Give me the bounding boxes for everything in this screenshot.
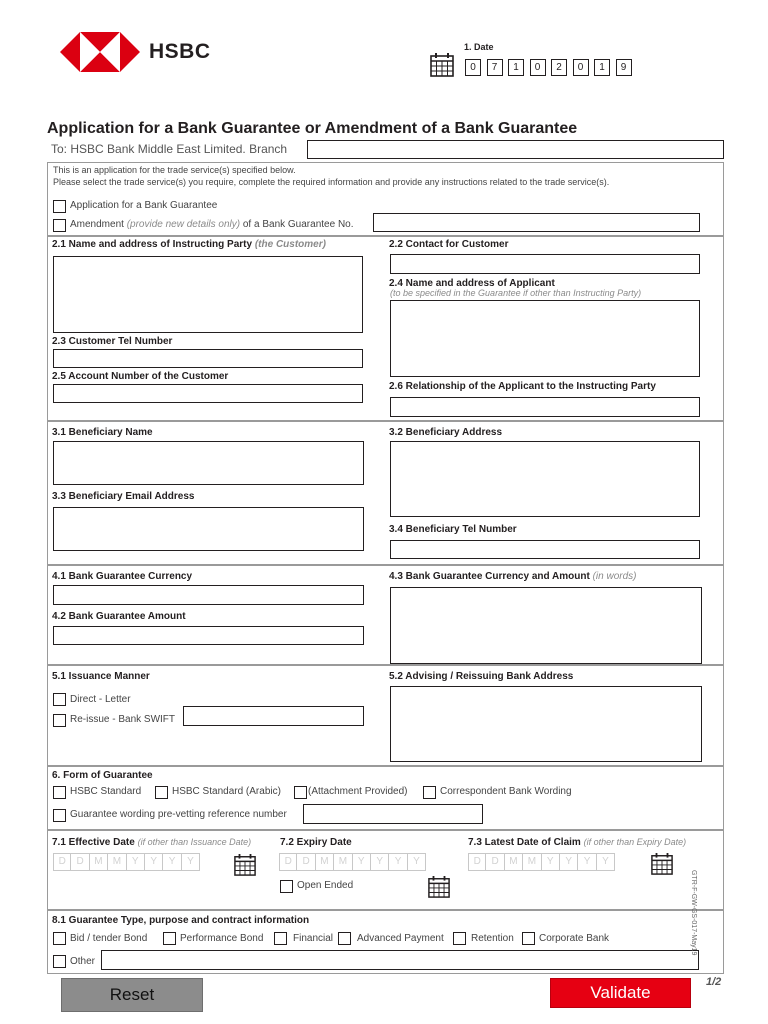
date-placeholder-cell: Y [597, 853, 615, 871]
label-2-3: 2.3 Customer Tel Number [52, 336, 173, 347]
instructing-party-input[interactable] [53, 256, 363, 333]
hsbc-standard-arabic-checkbox[interactable] [155, 786, 168, 799]
validate-button[interactable]: Validate [550, 978, 691, 1008]
guarantee-number-input[interactable] [373, 213, 700, 232]
open-ended-checkbox[interactable] [280, 880, 293, 893]
guarantee-type-checkbox[interactable] [163, 932, 176, 945]
label-7-1-text: 7.1 Effective Date [52, 837, 135, 848]
label-7-3 [468, 837, 686, 848]
label-3-1: 3.1 Beneficiary Name [52, 427, 153, 438]
date-placeholder-cell: Y [145, 853, 163, 871]
date-placeholder-cell: Y [408, 853, 426, 871]
guarantee-type-label: Corporate Bank [539, 933, 610, 944]
date-placeholder-cell: Y [353, 853, 371, 871]
other-label: Other [70, 956, 96, 967]
date-placeholder-cell: M [316, 853, 334, 871]
relationship-input[interactable] [390, 397, 700, 417]
other-input[interactable] [101, 950, 699, 970]
page-number: 1/2 [706, 976, 722, 988]
label-2-2: 2.2 Contact for Customer [389, 239, 509, 250]
date-placeholder-cell: Y [163, 853, 181, 871]
date-digit-cell[interactable]: 1 [594, 59, 610, 76]
amount-input[interactable] [53, 626, 364, 645]
label-7-3-text: 7.3 Latest Date of Claim [468, 837, 581, 848]
advising-bank-input[interactable] [390, 686, 702, 762]
date-placeholder-cell: M [108, 853, 126, 871]
reissue-swift-checkbox[interactable] [53, 714, 66, 727]
effective-date-input[interactable] [53, 853, 200, 871]
label-2-4-hint: (to be specified in the Guarantee if other than Instructing Party) [390, 288, 642, 298]
date-digit-cell[interactable]: 1 [508, 59, 524, 76]
hsbc-standard-label: HSBC Standard [70, 786, 142, 797]
date-digit-cell[interactable]: 0 [530, 59, 546, 76]
label-5-2: 5.2 Advising / Reissuing Bank Address [389, 671, 574, 682]
hsbc-standard-checkbox[interactable] [53, 786, 66, 799]
direct-letter-label: Direct - Letter [70, 694, 131, 705]
amount-words-input[interactable] [390, 587, 702, 664]
date-digit-cell[interactable]: 2 [551, 59, 567, 76]
date-placeholder-cell: D [71, 853, 89, 871]
calendar-icon[interactable] [430, 53, 454, 77]
label-2-6: 2.6 Relationship of the Applicant to the Instructing Party [389, 381, 656, 392]
other-checkbox[interactable] [53, 955, 66, 968]
account-number-input[interactable] [53, 384, 363, 403]
currency-input[interactable] [53, 585, 364, 605]
form-code: GTR-F-GW-GS-017-May19 [690, 870, 697, 956]
label-7-2: 7.2 Expiry Date [280, 837, 352, 848]
application-checkbox[interactable] [53, 200, 66, 213]
amendment-text: Amendment [70, 219, 124, 230]
date-placeholder-cell: D [53, 853, 71, 871]
claim-date-input[interactable] [468, 853, 615, 871]
date-placeholder-cell: D [486, 853, 504, 871]
label-4-2: 4.2 Bank Guarantee Amount [52, 611, 186, 622]
guarantee-type-checkbox[interactable] [522, 932, 535, 945]
swift-input[interactable] [183, 706, 364, 726]
date-placeholder-cell: M [90, 853, 108, 871]
date-digit-cell[interactable]: 7 [487, 59, 503, 76]
calendar-icon[interactable] [650, 853, 674, 875]
amendment-checkbox[interactable] [53, 219, 66, 232]
guarantee-type-label: Performance Bond [180, 933, 264, 944]
date-placeholder-cell: D [279, 853, 297, 871]
date-placeholder-cell: D [297, 853, 315, 871]
label-8-1: 8.1 Guarantee Type, purpose and contract information [52, 915, 310, 926]
label-2-4: 2.4 Name and address of Applicant [389, 278, 555, 289]
calendar-icon[interactable] [427, 876, 451, 898]
label-3-4: 3.4 Beneficiary Tel Number [389, 524, 517, 535]
guarantee-type-label: Advanced Payment [357, 933, 444, 944]
label-3-2: 3.2 Beneficiary Address [389, 427, 503, 438]
page-title: Application for a Bank Guarantee or Amendment of a Bank Guarantee [47, 120, 578, 137]
date-label: 1. Date [464, 42, 494, 52]
date-placeholder-cell: D [468, 853, 486, 871]
branch-input[interactable] [307, 140, 724, 159]
intro-line-1: This is an application for the trade service(s) specified below. [53, 165, 296, 175]
correspondent-wording-label: Correspondent Bank Wording [440, 786, 572, 797]
hsbc-logo [60, 32, 140, 72]
correspondent-wording-checkbox[interactable] [423, 786, 436, 799]
hsbc-hexagon-icon [60, 32, 140, 72]
date-placeholder-cell: Y [578, 853, 596, 871]
to-branch-label: To: HSBC Bank Middle East Limited. Branch [51, 142, 288, 156]
label-5-1: 5.1 Issuance Manner [52, 671, 150, 682]
applicant-input[interactable] [390, 300, 700, 377]
amendment-option-label [70, 219, 354, 230]
open-ended-label: Open Ended [297, 880, 354, 891]
beneficiary-email-input[interactable] [53, 507, 364, 551]
date-placeholder-cell: Y [560, 853, 578, 871]
label-2-5: 2.5 Account Number of the Customer [52, 371, 229, 382]
date-placeholder-cell: Y [371, 853, 389, 871]
guarantee-type-checkbox[interactable] [338, 932, 351, 945]
guarantee-type-label: Financial [293, 933, 334, 944]
attachment-label: (Attachment Provided) [308, 786, 408, 797]
direct-letter-checkbox[interactable] [53, 693, 66, 706]
label-3-3: 3.3 Beneficiary Email Address [52, 491, 195, 502]
date-placeholder-cell: Y [389, 853, 407, 871]
beneficiary-address-input[interactable] [390, 441, 700, 517]
customer-contact-input[interactable] [390, 254, 700, 274]
label-2-1-hint: (the Customer) [254, 239, 326, 250]
reset-button[interactable]: Reset [61, 978, 203, 1012]
label-7-3-hint: (if other than Expiry Date) [583, 837, 687, 847]
guarantee-type-label: Bid / tender Bond [70, 933, 148, 944]
date-placeholder-cell: Y [127, 853, 145, 871]
prevetting-checkbox[interactable] [53, 809, 66, 822]
date-placeholder-cell: Y [182, 853, 200, 871]
prevetting-input[interactable] [303, 804, 483, 824]
guarantee-type-checkbox[interactable] [53, 932, 66, 945]
beneficiary-name-input[interactable] [53, 441, 364, 485]
guarantee-type-checkbox[interactable] [274, 932, 287, 945]
guarantee-type-label: Retention [471, 933, 514, 944]
label-6: 6. Form of Guarantee [52, 770, 153, 781]
hsbc-logo-text: HSBC [149, 40, 211, 63]
attachment-checkbox[interactable] [294, 786, 307, 799]
date-digit-cell[interactable]: 0 [573, 59, 589, 76]
reissue-swift-label: Re-issue - Bank SWIFT [70, 714, 176, 725]
label-2-1 [52, 239, 326, 250]
date-digit-cell[interactable]: 0 [465, 59, 481, 76]
guarantee-type-checkbox[interactable] [453, 932, 466, 945]
label-7-1-hint: (if other than Issuance Date) [137, 837, 252, 847]
date-digit-cell[interactable]: 9 [616, 59, 632, 76]
label-4-3 [389, 571, 636, 582]
label-4-3-text: 4.3 Bank Guarantee Currency and Amount [389, 571, 590, 582]
expiry-date-input[interactable] [279, 853, 426, 871]
label-4-3-hint: (in words) [592, 571, 637, 582]
application-option-label: Application for a Bank Guarantee [70, 200, 218, 211]
beneficiary-tel-input[interactable] [390, 540, 700, 559]
label-2-1-text: 2.1 Name and address of Instructing Party [52, 239, 253, 250]
label-7-1 [52, 837, 251, 848]
date-placeholder-cell: Y [542, 853, 560, 871]
date-placeholder-cell: M [334, 853, 352, 871]
amendment-hint: (provide new details only) [126, 219, 241, 230]
amendment-suffix: of a Bank Guarantee No. [242, 219, 354, 230]
label-4-1: 4.1 Bank Guarantee Currency [52, 571, 193, 582]
prevetting-label: Guarantee wording pre-vetting reference number [70, 809, 287, 820]
intro-line-2: Please select the trade service(s) you require, complete the required information and provide any instructions related to the trade service(s). [53, 177, 610, 187]
date-placeholder-cell: M [505, 853, 523, 871]
customer-tel-input[interactable] [53, 349, 363, 368]
hsbc-standard-arabic-label: HSBC Standard (Arabic) [172, 786, 281, 797]
date-placeholder-cell: M [523, 853, 541, 871]
calendar-icon[interactable] [233, 854, 257, 876]
